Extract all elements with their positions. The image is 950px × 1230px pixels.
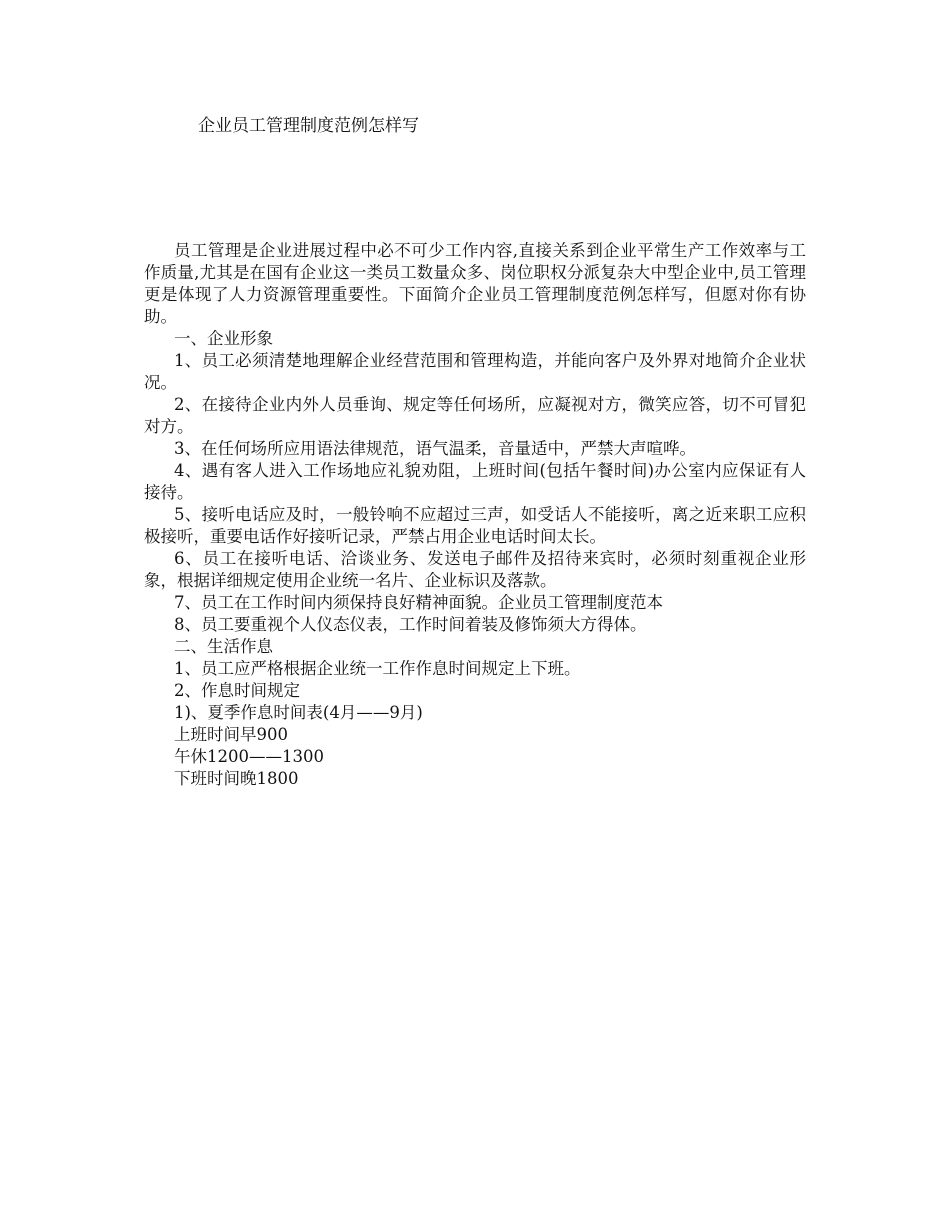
list-item: 5、接听电话应及时，一般铃响不应超过三声，如受话人不能接听，离之近来职工应积极接听，重要电话作好接听记录，严禁占用企业电话时间太长。 [144, 505, 806, 546]
section-heading-corporate-image: 一、企业形象 [174, 329, 273, 348]
list-item: 午休1200——1300 [174, 747, 324, 766]
list-item: 2、在接待企业内外人员垂询、规定等任何场所，应凝视对方，微笑应答，切不可冒犯对方。 [144, 395, 806, 436]
list-item: 4、遇有客人进入工作场地应礼貌劝阻，上班时间(包括午餐时间)办公室内应保证有人接待。 [144, 461, 806, 502]
list-item: 1、员工应严格根据企业统一工作作息时间规定上下班。 [174, 659, 581, 678]
document-body [144, 240, 806, 790]
list-item: 1)、夏季作息时间表(4月——9月) [174, 703, 423, 722]
list-item: 6、员工在接听电话、洽谈业务、发送电子邮件及招待来宾时，必须时刻重视企业形象，根据详细规定使用企业统一名片、企业标识及落款。 [144, 549, 806, 590]
list-item: 7、员工在工作时间内须保持良好精神面貌。企业员工管理制度范本 [174, 593, 663, 612]
list-item: 2、作息时间规定 [174, 681, 300, 700]
list-item: 下班时间晚1800 [174, 769, 299, 788]
list-item: 1、员工必须清楚地理解企业经营范围和管理构造，并能向客户及外界对地简介企业状况。 [144, 351, 806, 392]
list-item: 8、员工要重视个人仪态仪表，工作时间着装及修饰须大方得体。 [174, 615, 647, 634]
document-title: 企业员工管理制度范例怎样写 [198, 116, 419, 136]
list-item: 上班时间早900 [174, 725, 288, 744]
section-heading-work-schedule: 二、生活作息 [174, 637, 273, 656]
intro-paragraph: 员工管理是企业进展过程中必不可少工作内容,直接关系到企业平常生产工作效率与工作质量,尤其是在国有企业这一类员工数量众多、岗位职权分派复杂大中型企业中,员工管理更是体现了人力资源管理重要性。下面简介企业员工管理制度范例怎样写，但愿对你有协助。 [144, 241, 806, 326]
list-item: 3、在任何场所应用语法律规范，语气温柔，音量适中，严禁大声喧哗。 [174, 439, 696, 458]
